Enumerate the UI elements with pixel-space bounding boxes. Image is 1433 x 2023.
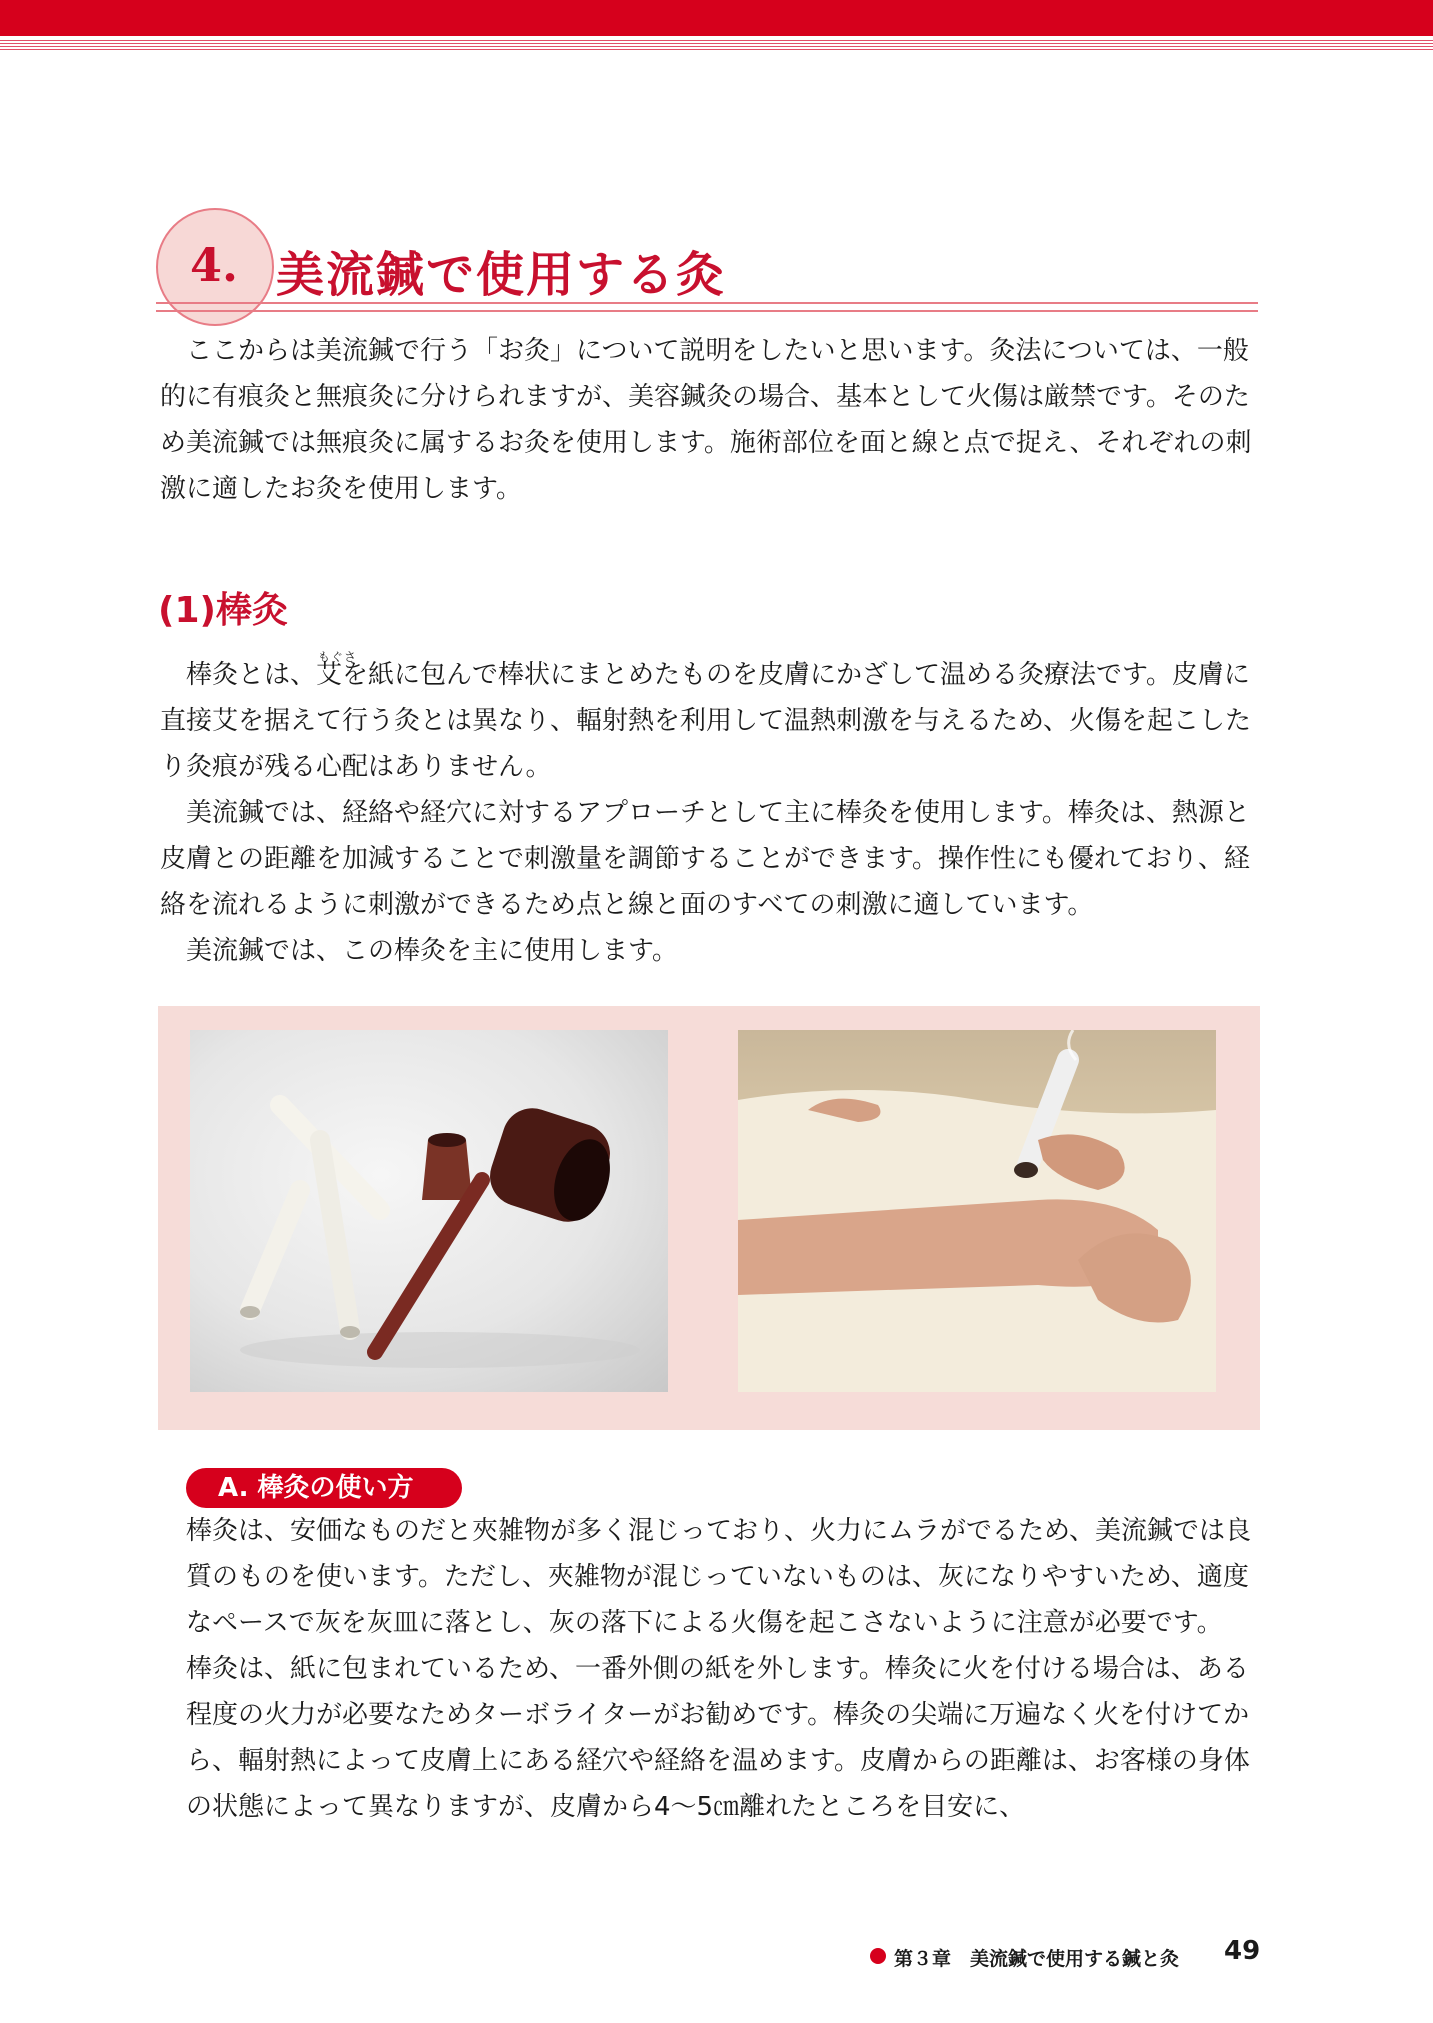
body-paragraph: 棒灸は、紙に包まれているため、一番外側の紙を外します。棒灸に火を付ける場合は、ある程度の火力が必要なためターボライターがお勧めです。棒灸の尖端に万遍なく火を付けてから、輻射熱によって皮膚上にある経穴や経絡を温めます。皮膚からの距離は、お客様の身体の状態によって異なりますが、皮膚から4～5㎝離れたところを目安に、 bbox=[186, 1654, 1250, 1822]
footer-bullet-icon bbox=[870, 1948, 886, 1964]
page-title: 美流鍼で使用する灸 bbox=[276, 247, 727, 303]
section-number: 4. bbox=[190, 238, 239, 292]
page-number: 49 bbox=[1224, 1936, 1261, 1966]
body-paragraph: 棒灸は、安価なものだと夾雑物が多く混じっており、火力にムラがでるため、美流鍼では良質のものを使います。ただし、夾雑物が混じっていないものは、灰になりやすいため、適度なペースで灰を灰皿に落とし、灰の落下による火傷を起こさないように注意が必要です。 bbox=[186, 1516, 1251, 1638]
moxa-treatment-photo bbox=[738, 1030, 1216, 1392]
subsection-heading: (1)棒灸 bbox=[158, 590, 288, 631]
topic-body bbox=[186, 1508, 1260, 1830]
subsection-body bbox=[160, 652, 1260, 974]
body-paragraph: 美流鍼では、この棒灸を主に使用します。 bbox=[186, 936, 678, 966]
title-underline bbox=[156, 302, 1258, 312]
intro-text: ここからは美流鍼で行う「お灸」について説明をしたいと思います。灸法については、一般的に有痕灸と無痕灸に分けられますが、美容鍼灸の場合、基本として火傷は厳禁です。そのため美流鍼では無痕灸に属するお灸を使用します。施術部位を面と線と点で捉え、それぞれの刺激に適したお灸を使用します。 bbox=[160, 336, 1252, 504]
body-paragraph: 美流鍼では、経絡や経穴に対するアプローチとして主に棒灸を使用します。棒灸は、熱源と皮膚との距離を加減することで刺激量を調節することができます。操作性にも優れており、経絡を流れるように刺激ができるため点と線と面のすべての刺激に適しています。 bbox=[160, 798, 1250, 920]
furigana-mogusa: もぐさ bbox=[318, 650, 358, 664]
header-stripes bbox=[0, 40, 1433, 52]
moxa-tools-illustration bbox=[190, 1030, 668, 1392]
footer-chapter: 第３章 美流鍼で使用する鍼と灸 bbox=[894, 1948, 1180, 1970]
moxa-treatment-illustration bbox=[738, 1030, 1216, 1392]
footer bbox=[870, 1940, 1260, 1972]
body-paragraph: 棒灸とは、艾を紙に包んで棒状にまとめたものを皮膚にかざして温める灸療法です。皮膚に直接艾を据えて行う灸とは異なり、輻射熱を利用して温熱刺激を与えるため、火傷を起こしたり灸痕が残る心配はありません。 bbox=[160, 660, 1251, 782]
header-accent-bar bbox=[0, 0, 1433, 36]
topic-badge: A. 棒灸の使い方 bbox=[186, 1468, 462, 1508]
intro-paragraph bbox=[160, 328, 1260, 512]
moxa-tools-photo bbox=[190, 1030, 668, 1392]
